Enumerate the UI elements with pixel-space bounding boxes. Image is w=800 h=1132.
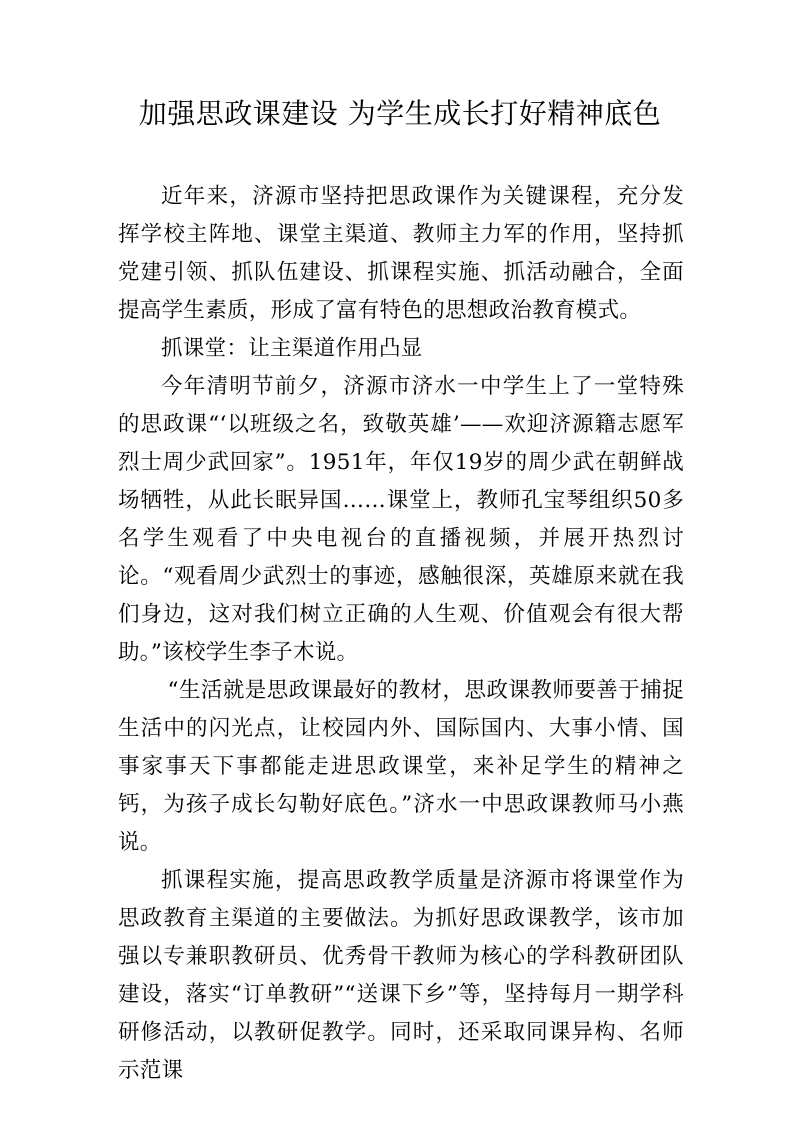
section-heading: 抓课堂：让主渠道作用凸显 [161, 336, 423, 361]
document-title: 加强思政课建设 为学生成长打好精神底色 [138, 97, 662, 130]
document-body [118, 178, 684, 1090]
paragraph-qingming-class: 今年清明节前夕，济源市济水一中学生上了一堂特殊的思政课“‘以班级之名，致敬英雄’——欢迎济源籍志愿军烈士周少武回家”。1951年，年仅19岁的周少武在朝鲜战场牺牲，从此长眠异国……课堂上，教师孔宝琴组织50多名学生观看了中央电视台的直播视频，并展开热烈讨论。“观看周少武烈士的事迹，感触很深，英雄原来就在我们身边，这对我们树立正确的人生观、价值观会有很大帮助。”该校学生李子木说。 [118, 374, 684, 665]
paragraph-intro: 近年来，济源市坚持把思政课作为关键课程，充分发挥学校主阵地、课堂主渠道、教师主力军的作用，坚持抓党建引领、抓队伍建设、抓课程实施、抓活动融合，全面提高学生素质，形成了富有特色的思想政治教育模式。 [118, 184, 684, 323]
paragraph-curriculum: 抓课程实施，提高思政教学质量是济源市将课堂作为思政教育主渠道的主要做法。为抓好思政课教学，该市加强以专兼职教研员、优秀骨干教师为核心的学科教研团队建设，落实“订单教研”“送课下乡”等，坚持每月一期学科研修活动，以教研促教学。同时，还采取同课异构、名师示范课 [118, 868, 684, 1083]
paragraph-teacher-quote: “生活就是思政课最好的教材，思政课教师要善于捕捉生活中的闪光点，让校园内外、国际国内、大事小情、国事家事天下事都能走进思政课堂，来补足学生的精神之钙，为孩子成长勾勒好底色。”济水一中思政课教师马小燕说。 [118, 678, 684, 855]
